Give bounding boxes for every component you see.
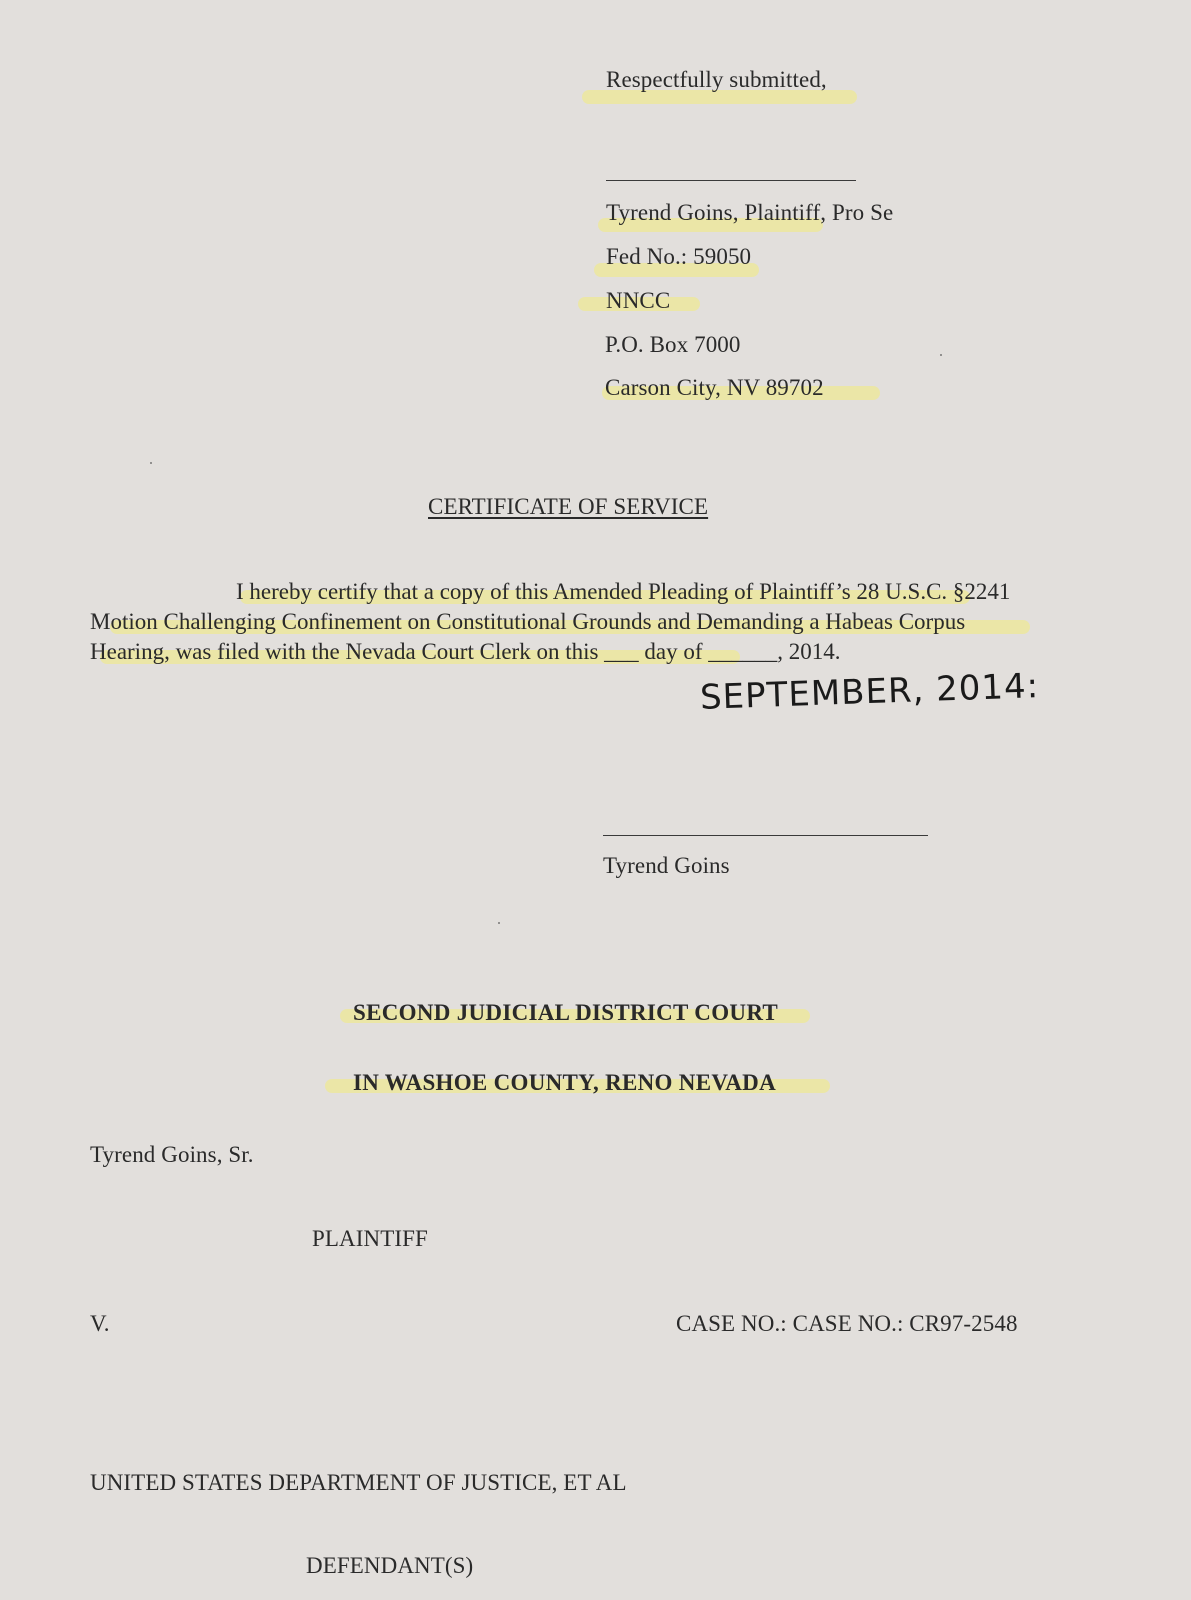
facility-name: NNCC bbox=[606, 288, 671, 313]
scan-speck bbox=[940, 354, 942, 356]
plaintiff-name: Tyrend Goins, Sr. bbox=[90, 1142, 254, 1167]
plaintiff-label: PLAINTIFF bbox=[312, 1226, 428, 1251]
signer-name-line: Tyrend Goins, Plaintiff, Pro Se bbox=[606, 200, 894, 225]
signature-line bbox=[603, 835, 928, 836]
handwritten-date: SEPTEMBER, 2014: bbox=[699, 666, 1040, 718]
certificate-heading: CERTIFICATE OF SERVICE bbox=[428, 494, 709, 519]
fed-number: Fed No.: 59050 bbox=[606, 244, 752, 269]
case-number: CASE NO.: CASE NO.: CR97-2548 bbox=[676, 1311, 1018, 1336]
city-state-zip: Carson City, NV 89702 bbox=[605, 375, 824, 400]
certificate-body bbox=[90, 577, 1050, 667]
closing-text: Respectfully submitted, bbox=[606, 67, 827, 92]
defendant-name: UNITED STATES DEPARTMENT OF JUSTICE, ET AL bbox=[90, 1470, 627, 1495]
signature-line bbox=[606, 180, 856, 181]
court-location: IN WASHOE COUNTY, RENO NEVADA bbox=[353, 1070, 777, 1095]
certificate-signer: Tyrend Goins bbox=[603, 853, 730, 878]
certificate-body-text: I hereby certify that a copy of this Amended Pleading of Plaintiff’s 28 U.S.C. §2241 Motion Challenging Confinement on Constitutional Grounds and Demanding a Habeas Corpus Hearing, was filed with the Nevada Court Clerk on this ___ day of ______, 2014. bbox=[90, 579, 1011, 664]
scan-speck bbox=[150, 462, 152, 464]
court-name: SECOND JUDICIAL DISTRICT COURT bbox=[353, 1000, 779, 1025]
defendant-label: DEFENDANT(S) bbox=[306, 1553, 474, 1578]
scan-speck bbox=[498, 922, 500, 924]
po-box: P.O. Box 7000 bbox=[605, 332, 741, 357]
versus-label: V. bbox=[90, 1311, 110, 1336]
